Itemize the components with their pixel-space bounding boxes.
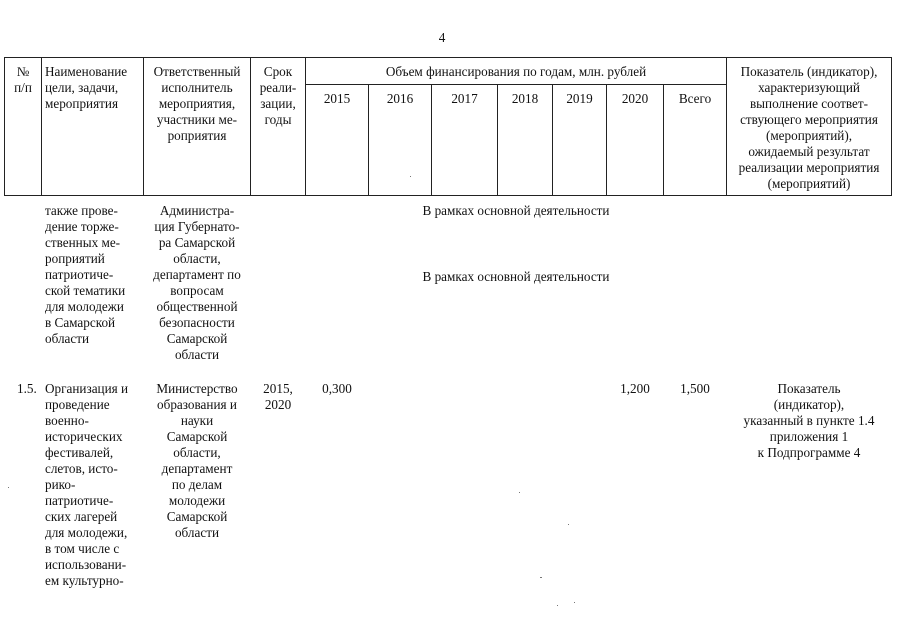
scan-speck: [410, 176, 411, 177]
header-year: 2019: [566, 91, 593, 106]
col-border: [891, 57, 892, 196]
continued-row-name: также прове- дение торже- ственных ме- роприятий патриотиче- ской тематики для молодежи в Самарской области: [45, 203, 126, 346]
continued-row-executor: Администра- ция Губернато- ра Самарской области, департамент по вопросам общественной безопасности Самарской области: [153, 203, 241, 362]
page-number: 4: [438, 30, 446, 45]
scan-speck: [519, 492, 520, 493]
row-name: Организация и проведение военно- исторических фестивалей, слетов, исто- рико- патриотиче- ских лагерей для молодежи, в том числе с использовани- ем культурно-: [45, 381, 129, 588]
header-bottom-border: [4, 195, 892, 196]
col-border: [41, 57, 42, 196]
header-year: 2016: [386, 91, 414, 106]
header-year: 2017: [451, 91, 478, 106]
row-value-total: 1,500: [680, 381, 710, 396]
row-value-2020: 1,200: [620, 381, 650, 396]
header-year: 2015: [323, 91, 351, 106]
header-year: 2020: [621, 91, 649, 106]
row-value-2015: 0,300: [322, 381, 352, 396]
header-indicator: Показатель (индикатор), характеризующий выполнение соответ- ствующего мероприятия (мероприятий), ожидаемый результат реализации мероприятия (мероприятий): [738, 64, 880, 191]
funding-note: В рамках основной деятельности: [422, 269, 610, 284]
header-total: Всего: [678, 91, 712, 106]
header-year: 2018: [511, 91, 539, 106]
header-term: Срок реали- зации, годы: [259, 64, 297, 127]
row-indicator: Показатель (индикатор), указанный в пункте 1.4 приложения 1 к Подпрограмме 4: [743, 381, 875, 460]
header-top-border: [4, 57, 892, 58]
header-number: № п/п: [14, 64, 32, 95]
row-number: 1.5.: [17, 381, 37, 396]
scan-speck: [568, 524, 569, 525]
header-funding-title: Объем финансирования по годам, млн. рублей: [385, 64, 647, 79]
funding-note: В рамках основной деятельности: [422, 203, 610, 218]
row-executor: Министерство образования и науки Самарской области, департамент по делам молодежи Самарской области: [156, 381, 238, 540]
row-term: 2015, 2020: [263, 381, 293, 412]
scan-speck: [557, 605, 558, 606]
scan-speck: [574, 602, 575, 603]
header-executor: Ответственный исполнитель мероприятия, участники ме- роприятия: [153, 64, 241, 143]
scan-speck: [8, 487, 9, 488]
header-name: Наименование цели, задачи, мероприятия: [45, 64, 128, 111]
scan-speck: [540, 577, 542, 578]
